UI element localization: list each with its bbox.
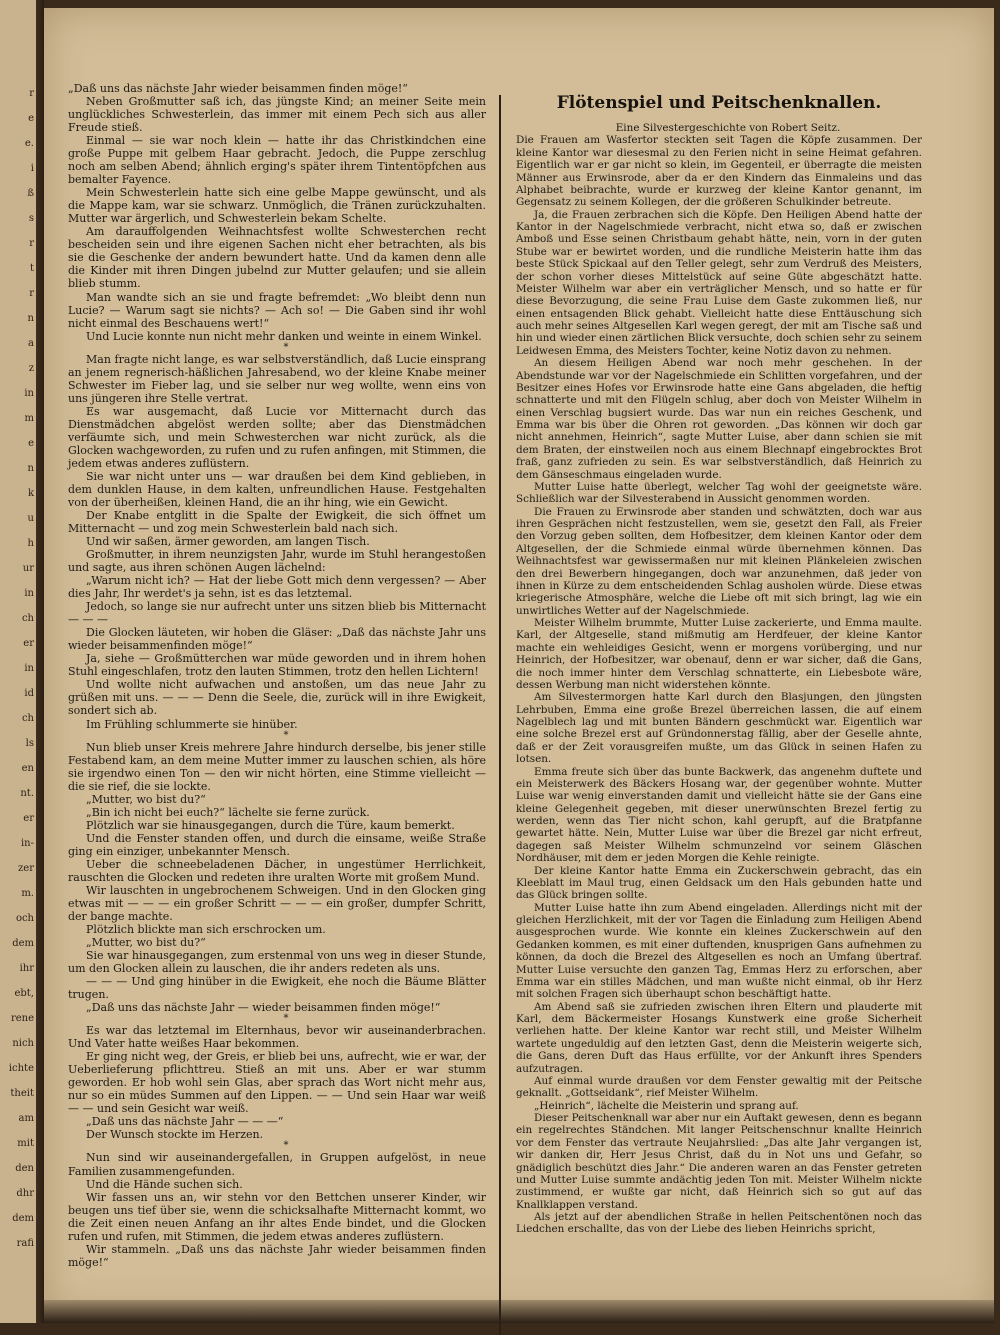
previous-page-text-fragment: u <box>27 513 34 524</box>
section-separator: * <box>283 729 289 741</box>
paragraph: — — — Und ging hinüber in die Ewigkeit, ehe noch die Bäume Blätter trugen. <box>68 975 486 1002</box>
paragraph: Großmutter, in ihrem neunzigsten Jahr, wurde im Stuhl herangestoßen und sagte, aus ihren schönen Augen lächelnd: <box>68 548 486 575</box>
previous-page-text-fragment: e <box>28 438 34 449</box>
previous-page-text-fragment: e <box>28 113 34 124</box>
previous-page-text-fragment: in <box>24 388 34 399</box>
paragraph: Und die Fenster standen offen, und durch die einsame, weiße Straße ging ein einziger, unbekannter Mensch. <box>68 831 486 858</box>
previous-page-text-fragment: k <box>27 488 34 499</box>
paragraph: Am Abend saß sie zufrieden zwischen ihren Eltern und plauderte mit Karl, dem Bäckermeister Hosangs Kunstwerk eine große Sicherheit verliehen hatte. Der kleine Kantor war recht still, und Meister Wilhelm wartete ungeduldig auf den letzten Gast, denn die Meisterin weigerte sich, die Gans, deren Duft das Haus erfüllte, vor der Ankunft ihres Spenders aufzutragen. <box>516 1000 922 1075</box>
paragraph: Mein Schwesterlein hatte sich eine gelbe Mappe gewünscht, und als die Mappe kam, war sie schwarz. Unmöglich, die Tränen zurückzuhalten. Mutter war ärgerlich, und Schwesterlein bekam Schelte. <box>68 186 486 226</box>
previous-page-text-fragment: er <box>23 638 34 649</box>
paragraph: Wir fassen uns an, wir stehn vor den Bettchen unserer Kinder, wir beugen uns tief über sie, wenn die schicksalhafte Mitternacht kommt, wo die Zeit einen neuen Anfang an ihr altes Ende bindet, und die Glocken rufen und rufen, mit Stimmen, die jedem etwas anderes zuflüstern. <box>68 1190 486 1243</box>
paragraph: Als jetzt auf der abendlichen Straße in hellen Peitschentönen noch das Liedchen erschallte, das von der Liebe des lieben Heinrichs spricht, <box>516 1211 922 1236</box>
previous-page-text-fragment: dhr <box>16 1188 34 1199</box>
paragraph: Ja, die Frauen zerbrachen sich die Köpfe. Den Heiligen Abend hatte der Kantor in der Nagelschmiede verbracht, nicht etwa so, daß er zwischen Amboß und Esse seinen Christbaum gehabt hätte, nein, vorn in der guten Stube war er bewirtet worden, und die rundliche Meisterin hatte ihm das beste Stück Spickaal auf den Teller gelegt, sehr zum Verdruß des Meisters, der schon vorher dieses Mittelstück auf seine Güte abgeschätzt hatte. Meister Wilhelm war aber ein verträglicher Mensch, und so hatte er für diese Bevorzugung, die seine Frau Luise dem Gaste zukommen ließ, nur einen entsagenden Blick gehabt. Vielleicht hatte diese Enttäuschung sich auch mehr seines Altgesellen Karl wegen geregt, der mit am Tische saß und hin und wieder einen zärtlichen Blick versuchte, doch schien sehr zu seinem Leidwesen Emma, des Meisters Tochter, keine Notiz davon zu nehmen. <box>516 208 922 357</box>
section-separator: * <box>283 1013 289 1025</box>
previous-page-text-fragment: rafi <box>16 1238 34 1249</box>
paragraph: Auf einmal wurde draußen vor dem Fenster gewaltig mit der Peitsche geknallt. „Gottseidank“, rief Meister Wilhelm. <box>516 1074 922 1100</box>
previous-page-text-fragment: ihr <box>19 963 34 974</box>
paragraph: Die Glocken läuteten, wir hoben die Gläser: „Daß das nächste Jahr uns wieder beisammenfinden möge!“ <box>68 626 486 653</box>
story-byline: Eine Silvestergeschichte von Robert Seitz. <box>615 122 841 134</box>
paragraph: Er ging nicht weg, der Greis, er blieb bei uns, aufrecht, wie er war, der Ueberlieferung pflichttreu. Stieß an mit uns. Aber er war stumm geworden. Er hob wohl sein Glas, aber sprach das Wort nicht mehr aus, nur so ein müdes Summen auf den Lippen. — — Und sein Haar war weiß — — und sein Gesicht war weiß. <box>68 1050 486 1116</box>
paragraph: Nun sind wir auseinandergefallen, in Gruppen aufgelöst, in neue Familien zusammengefunden. <box>68 1151 486 1178</box>
previous-page-text-fragment: ebt, <box>14 988 34 999</box>
story-title: Flötenspiel und Peitschenknallen. <box>556 93 882 113</box>
previous-page-text-fragment: z <box>28 363 34 374</box>
paragraph: Und wollte nicht aufwachen und anstoßen, um das neue Jahr zu grüßen mit uns. — — — Denn die Seele, die, zurück will in ihre Ewigkeit, sondert sich ab. <box>68 678 486 718</box>
previous-page-text-fragment: zer <box>18 863 34 874</box>
previous-page-text-fragment: ch <box>21 613 34 624</box>
previous-page-text-fragment: ch <box>21 713 34 724</box>
paragraph: „Daß uns das nächste Jahr — wieder beisammen finden möge!“ <box>86 1001 441 1015</box>
left-column <box>68 82 486 1269</box>
paragraph: Nun blieb unser Kreis mehrere Jahre hindurch derselbe, bis jener stille Festabend kam, an dem meine Mutter immer zu lauschen schien, als höre sie irgendwo einen Ton — den wir nicht hörten, eine Stimme vielleicht — die sie rief, die sie lockte. <box>68 740 486 793</box>
previous-page-text-fragment: t <box>29 263 34 274</box>
previous-page-text-fragment: n <box>27 313 34 324</box>
previous-page-text-fragment: a <box>28 338 34 349</box>
previous-page-text-fragment: nich <box>12 1038 34 1049</box>
paragraph: An diesem Heiligen Abend war noch mehr geschehen. In der Abendstunde war vor der Nagelschmiede ein Schlitten vorgefahren, und der Besitzer eines Hofes vor Erwinsrode hatte eine Gans abgeladen, die heftig schnatterte und mit den Flügeln schlug, aber doch von Meister Wilhelm in einen Verschlag bugsiert wurde. Das war nun ein reiches Geschenk, und Emma war bis über die Ohren rot geworden. „Das können wir doch gar nicht annehmen, Heinrich“, sagte Mutter Luise, aber dann schien sie mit dem Braten, der einstweilen noch aus einem Blechnapf eingebrocktes Brot fraß, ganz zufrieden zu sein. Es war selbstverständlich, daß Heinrich zu dem Gänseschmaus eingeladen wurde. <box>516 357 922 481</box>
previous-page-text-fragment: in- <box>20 838 34 849</box>
page-bottom-edge <box>44 1300 994 1323</box>
paragraph: Man wandte sich an sie und fragte befremdet: „Wo bleibt denn nun Lucie? — Warum sagt sie nichts? — Ach so! — Die Gaben sind ihr wohl nicht einmal des Beschauens wert!“ <box>68 290 486 330</box>
paragraph: Neben Großmutter saß ich, das jüngste Kind; an meiner Seite mein unglückliches Schwesterlein, das immer mit einem Pech sich aus aller Freude stieß. <box>68 95 486 135</box>
previous-page-text-fragment: theit <box>10 1088 34 1099</box>
paragraph: Im Frühling schlummerte sie hinüber. <box>86 717 298 731</box>
previous-page-text-fragment: nt. <box>20 788 34 799</box>
previous-page-text-fragment: am <box>18 1113 34 1124</box>
previous-page-text-fragment: in <box>24 663 34 674</box>
previous-page-edge <box>0 0 36 1323</box>
paragraph: Man fragte nicht lange, es war selbstverständlich, daß Lucie einsprang an jenem regnerisch-häßlichen Jahresabend, wo der kleine Knabe meiner Schwester im Fieber lag, und sie selber nur weg wollte, wenn eins von uns jüngeren ihre Stelle vertrat. <box>68 352 486 405</box>
paragraph: „Bin ich nicht bei euch?“ lächelte sie ferne zurück. <box>86 805 370 819</box>
paragraph: „Daß uns das nächste Jahr — — —“ <box>86 1115 284 1129</box>
previous-page-text-fragment: e. <box>24 138 34 149</box>
paragraph: Ueber die schneebeladenen Dächer, in ungestümer Herrlichkeit, rauschten die Glocken und redeten ihre uralten Worte mit großem Mund. <box>68 857 486 884</box>
paragraph: Einmal — sie war noch klein — hatte ihr das Christkindchen eine große Puppe mit gelbem Haar gebracht. Jedoch, die Puppe zerschlug noch am selben Abend; ähnlich erging's später ihrem Tintentöpfchen aus bemalter Fayence. <box>68 134 486 187</box>
right-column <box>516 92 922 1236</box>
previous-page-text-fragment: id <box>24 688 34 699</box>
paragraph: Plötzlich blickte man sich erschrocken um. <box>86 922 326 936</box>
paragraph: Und die Hände suchen sich. <box>86 1177 243 1191</box>
paragraph: Der kleine Kantor hatte Emma ein Zuckerschwein gebracht, das ein Kleeblatt im Maul trug, einen Geldsack um den Hals gebunden hatte und das Glück bringen sollte. <box>516 864 922 902</box>
section-separator: * <box>283 341 289 353</box>
paragraph: Und Lucie konnte nun nicht mehr danken und weinte in einem Winkel. <box>86 329 482 343</box>
paragraph: Sie war hinausgegangen, zum erstenmal von uns weg in dieser Stunde, um den Glocken allein zu lauschen, die ihr anders redeten als uns. <box>68 949 486 976</box>
previous-page-text-fragment: er <box>23 813 34 824</box>
previous-page-text-fragment: r <box>29 238 34 249</box>
paragraph: Wir lauschten in ungebrochenem Schweigen. Und in den Glocken ging etwas mit — — — ein großer Schritt — — — ein großer, dumpfer Schritt, der bange machte. <box>68 883 486 923</box>
paragraph: Jedoch, so lange sie nur aufrecht unter uns sitzen blieb bis Mitternacht — — — <box>68 600 486 627</box>
previous-page-text-fragment: h <box>27 538 34 549</box>
paragraph: Mutter Luise hatte überlegt, welcher Tag wohl der geeignetste wäre. Schließlich war der Silvesterabend in Aussicht genommen worden. <box>516 480 922 506</box>
paragraph: Meister Wilhelm brummte, Mutter Luise zackerierte, und Emma maulte. Karl, der Altgeselle, stand mißmutig am Herdfeuer, der kleine Kantor machte ein wehleidiges Gesicht, wenn er morgens vorüberging, und nur Heinrich, der Hofbesitzer, war obenauf, denn er war sicher, daß die Gans, die noch immer hinter dem Verschlag schnatterte, ein Liebesbote wäre, dessen Werbung man nicht widerstehen könnte. <box>516 617 922 691</box>
paragraph: Der Knabe entglitt in die Spalte der Ewigkeit, die sich öffnet um Mitternacht — und zog mein Schwesterlein bald nach sich. <box>68 509 486 536</box>
paragraph: Der Wunsch stockte im Herzen. <box>86 1128 264 1142</box>
column-divider <box>499 95 501 1335</box>
previous-page-text-fragment: dem <box>12 1213 34 1224</box>
previous-page-text-fragment: rene <box>10 1013 34 1024</box>
previous-page-text-fragment: m <box>24 413 34 424</box>
previous-page-text-fragment: den <box>15 1163 34 1174</box>
paragraph: Die Frauen am Wasfertor steckten seit Tagen die Köpfe zusammen. Der kleine Kantor war diesesmal zu den Ferien nicht in seine Heimat gefahren. Eigentlich war er gar nicht so klein, im Gegenteil, er überragte die meisten Männer aus Erwinsrode, aber da er den Kindern das Einmaleins und das Alphabet beibrachte, wurde er kurzweg der kleine Kantor genannt, im Gegensatz zu seinem Kollegen, der die größeren Schulkinder betreute. <box>516 134 922 209</box>
paragraph: „Mutter, wo bist du?“ <box>86 792 206 806</box>
previous-page-text-fragment: n <box>27 463 34 474</box>
paragraph: Emma freute sich über das bunte Backwerk, das angenehm duftete und ein Meisterwerk des Bäckers Hosang war, der gegenüber wohnte. Mutter Luise war wenig einverstanden damit und vielleicht hätte sie der Gans eine kleine Gelegenheit gegeben, mit dieser unerwünschten Brezel fertig zu werden, wenn das Tier nicht schon, kahl gerupft, auf die Bratpfanne gewartet hätte. Nein, Mutter Luise war über die Brezel gar nicht erfreut, dagegen saß Meister Wilhelm schmunzelnd vor seinem Gläschen Nordhäuser, mit dem er jeden Morgen die Kehle reinigte. <box>516 765 922 865</box>
previous-page-text-fragment: s <box>28 213 34 224</box>
paragraph: Die Frauen zu Erwinsrode aber standen und schwätzten, doch war aus ihren Gesprächen nicht festzustellen, wem sie, gesetzt den Fall, als Freier den Vorzug geben sollten, dem Hofbesitzer, dem kleinen Kantor oder dem Altgesellen, der die Schmiede einmal würde übernehmen können. Das Weihnachtsfest war gewissermaßen nur mit kleinen Plänkeleien zwischen den drei Bewerbern hingegangen, doch war anzunehmen, daß jeder von ihnen in Kürze zu dem entscheidenden Schlag ausholen würde. Diese etwas kriegerische Atmosphäre, welche die Liebe oft mit sich bringt, lag wie ein unwirtliches Wetter auf der Nagelschmiede. <box>516 505 922 617</box>
previous-page-text-fragment: m. <box>21 888 34 899</box>
paragraph: „Warum nicht ich? — Hat der liebe Gott mich denn vergessen? — Aber dies Jahr, Ihr werdet's ja sehn, ist es das letztemal. <box>68 574 486 601</box>
section-separator: * <box>283 1140 289 1152</box>
previous-page-text-fragment: ß <box>27 188 34 199</box>
previous-page-text-fragment: och <box>15 913 34 924</box>
previous-page-text-fragment: r <box>29 88 34 99</box>
paragraph: Dieser Peitschenknall war aber nur ein Auftakt gewesen, denn es begann ein regelrechtes Ständchen. Mit langer Peitschenschnur knallte Heinrich vor dem Fenster das vertraute Neujahrslied: „Das alte Jahr vergangen ist, wir danken dir, Herr Jesus Christ, daß du in Not uns und Gefahr, so gnädiglich beschützt dies Jahr.“ Die anderen waren an das Fenster getreten und Mutter Luise summte andächtig jeden Ton mit. Meister Wilhelm nickte zustimmend, er wußte gar nicht, daß Heinrich sich so gut auf das Knallklappen verstand. <box>516 1112 922 1211</box>
paragraph: Sie war nicht unter uns — war draußen bei dem Kind geblieben, in dem dunklen Hause, in dem kalten, unfreundlichen Hause. Festgehalten von der überheißen, kleinen Hand, die an ihr hing, wie ein Gewicht. <box>68 469 486 509</box>
paragraph: Am darauffolgenden Weihnachtsfest wollte Schwesterchen recht bescheiden sein und ihre eigenen Sachen nicht eher betrachten, als bis sie die Geschenke der andern bewundert hatte. Und da kamen denn alle die Kinder mit ihren Dingen jubelnd zur Mutter gelaufen; und sie allein blieb stumm. <box>68 225 486 291</box>
paragraph: Am Silvestermorgen hatte Karl durch den Blasjungen, den jüngsten Lehrbuben, Emma eine große Brezel überreichen lassen, die auf einem Nagelblech lag und mit bunten Bändern geschmückt war. Eigentlich war eine solche Brezel erst auf Gründonnerstag fällig, aber der Geselle ahnte, daß er der Zeit vorausgreifen mußte, um das Glück in seinen Hafen zu lotsen. <box>516 691 922 766</box>
paragraph: Es war ausgemacht, daß Lucie vor Mitternacht durch das Dienstmädchen abgelöst werden sollte; aber das Dienstmädchen verfäumte sich, und mein Schwesterchen war nicht zurück, als die Glocken wachgeworden, zu rufen und zu rufen anfingen, mit Stimmen, die jedem etwas anderes zuflüstern. <box>68 404 486 470</box>
previous-page-text-fragment: ls <box>25 738 34 749</box>
previous-page-text-fragment: ichte <box>8 1063 34 1074</box>
paragraph: „Daß uns das nächste Jahr wieder beisammen finden möge!“ <box>68 82 408 95</box>
paragraph: Ja, siehe — Großmütterchen war müde geworden und in ihrem hohen Stuhl eingeschlafen, trotz den lauten Stimmen, trotz den hellen Lichtern! <box>68 652 486 679</box>
paragraph: Wir stammeln. „Daß uns das nächste Jahr wieder beisammen finden möge!“ <box>68 1242 486 1269</box>
previous-page-text-fragment: dem <box>12 938 34 949</box>
paragraph: Es war das letztemal im Elternhaus, bevor wir auseinanderbrachen. Und Vater hatte weißes Haar bekommen. <box>68 1024 486 1051</box>
previous-page-text-fragment: mit <box>17 1138 34 1149</box>
previous-page-text-fragment: i <box>30 163 34 174</box>
paragraph: Mutter Luise hatte ihn zum Abend eingeladen. Allerdings nicht mit der gleichen Herzlichkeit, mit der vor Tagen die Einladung zum Heiligen Abend ausgesprochen wurde. Wie konnte ein kleines Zuckerschwein auf den Gedanken kommen, es mit einer duftenden, knusprigen Gans aufnehmen zu können, da doch die Brezel des Altgesellen es noch an Umfang übertraf. Mutter Luise versuchte den ganzen Tag, Emmas Herz zu erforschen, aber Emma war ein stilles Mädchen, und man wußte nicht einmal, ob ihr Herz mit solchen Fragen sich überhaupt schon beschäftigt hatte. <box>516 901 922 1001</box>
paragraph: „Heinrich“, lächelte die Meisterin und sprang auf. <box>534 1099 799 1112</box>
previous-page-text-fragment: en <box>21 763 34 774</box>
previous-page-text-fragment: r <box>29 288 34 299</box>
previous-page-text-fragment: in <box>24 588 34 599</box>
previous-page-text-fragment: ur <box>22 563 34 574</box>
paragraph: Und wir saßen, ärmer geworden, am langen Tisch. <box>86 535 370 549</box>
paragraph: Plötzlich war sie hinausgegangen, durch die Türe, kaum bemerkt. <box>86 818 455 832</box>
paragraph: „Mutter, wo bist du?“ <box>86 936 206 949</box>
